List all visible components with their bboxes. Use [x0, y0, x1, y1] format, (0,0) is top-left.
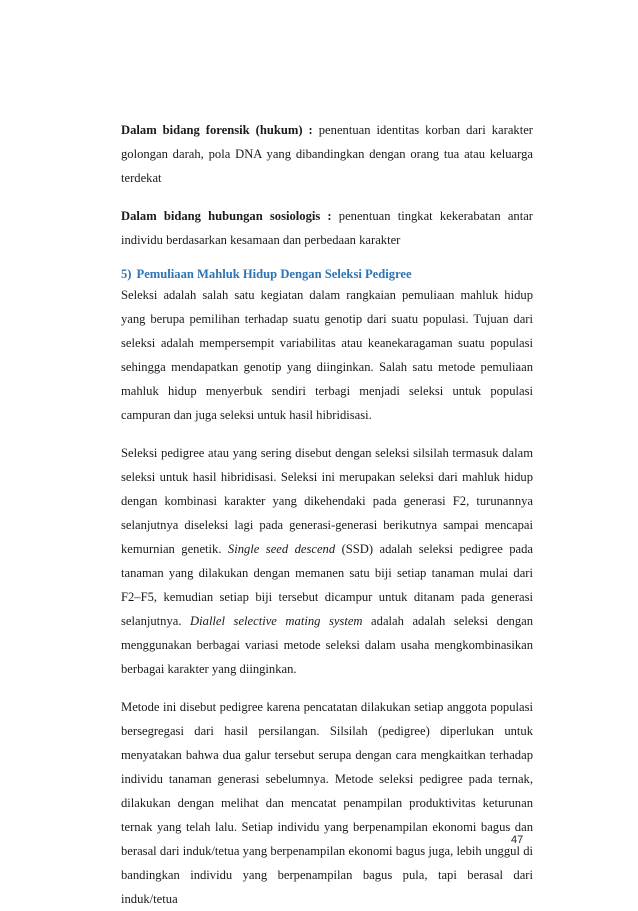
pedigree-text-1: Seleksi pedigree atau yang sering disebut dengan seleksi silsilah termasuk dalam seleksi untuk hasil hibridisasi. Seleksi ini merupakan seleksi dari mahluk hidup dengan kombinasi karakter yang dikehendaki pada generasi F2, turunannya selanjutnya diseleksi lagi pada generasi-generasi berikutnya sampai mencapai kemurnian genetik. [121, 446, 533, 556]
section-heading [121, 266, 533, 283]
text-sosiologis: penentuan tingkat kekerabatan antar individu berdasarkan kesamaan dan perbedaan karakter [121, 209, 533, 247]
term-single-seed-descend: Single seed descend [227, 542, 336, 556]
section-number: 5) [121, 267, 132, 281]
paragraph-seleksi-pedigree [121, 441, 533, 681]
paragraph-sosiologis [121, 204, 533, 252]
page-number: 47 [511, 834, 524, 846]
section-title: Pemuliaan Mahluk Hidup Dengan Seleksi Pedigree [136, 267, 412, 281]
document-page [121, 118, 533, 911]
paragraph-metode-pedigree: Metode ini disebut pedigree karena pencatatan dilakukan setiap anggota populasi bersegregasi dari hasil persilangan. Silsilah (pedigree) diperlukan untuk menyatakan bahwa dua galur tersebut serupa dengan cara mengkaitkan terhadap individu tanaman generasi sebelumnya. Metode seleksi pedigree pada ternak, dilakukan dengan melihat dan mencatat penampilan produktivitas keturunan ternak yang telah lalu. Setiap individu yang berpenampilan ekonomi bagus dan berasal dari induk/tetua yang berpenampilan ekonomi bagus juga, lebih unggul di bandingkan individu yang berpenampilan bagus pula, tapi berasal dari induk/tetua [121, 700, 533, 906]
paragraph-forensik [121, 118, 533, 190]
pedigree-text-2: (SSD) adalah seleksi pedigree pada tanaman yang dilakukan dengan memanen satu biji setiap tanaman mulai dari F2–F5, kemudian setiap biji tersebut dicampur untuk ditanam pada generasi selanjutnya. [121, 542, 533, 628]
paragraph-seleksi-intro: Seleksi adalah salah satu kegiatan dalam rangkaian pemuliaan mahluk hidup yang berupa pemilihan terhadap suatu genotip dari suatu populasi. Tujuan dari seleksi adalah mempersempit variabilitas atau keanekaragaman suatu populasi sehingga mendapatkan genotip yang diinginkan. Salah satu metode pemuliaan mahluk hidup menyerbuk sendiri terbagi menjadi seleksi untuk populasi campuran dan juga seleksi untuk hasil hibridisasi. [121, 288, 533, 422]
pedigree-text-3: adalah adalah seleksi dengan menggunakan berbagai variasi metode seleksi dalam usaha mengkombinasikan berbagai karakter yang diinginkan. [121, 614, 534, 676]
term-diallel-selective-mating: Diallel selective mating system [190, 614, 363, 628]
text-forensik: penentuan identitas korban dari karakter golongan darah, pola DNA yang dibandingkan dengan orang tua atau keluarga terdekat [121, 123, 533, 185]
term-sosiologis: Dalam bidang hubungan sosiologis : [121, 209, 332, 223]
term-forensik: Dalam bidang forensik (hukum) : [121, 123, 313, 137]
